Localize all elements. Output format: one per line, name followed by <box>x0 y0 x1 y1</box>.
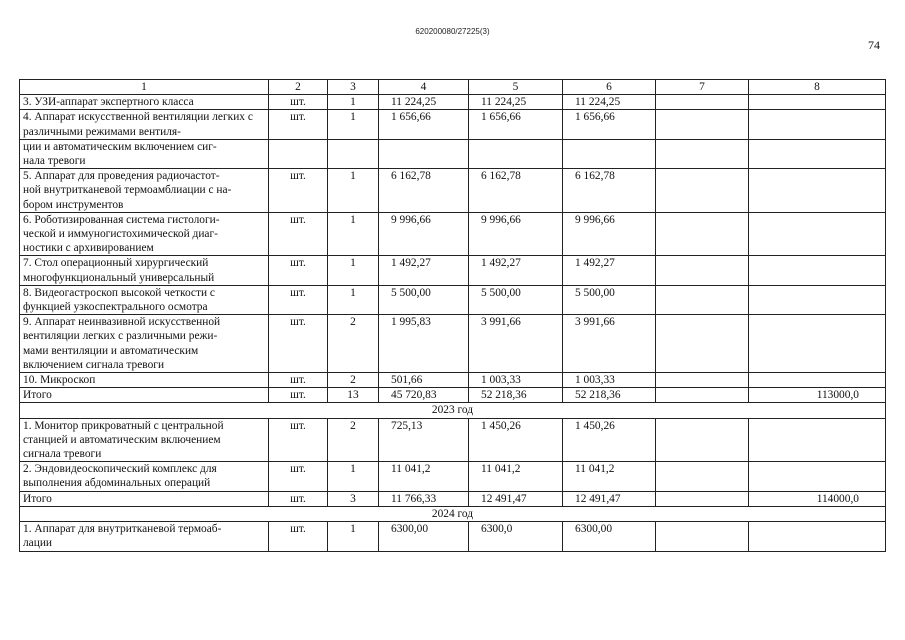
cell-c5: 12 491,47 <box>469 491 563 506</box>
cell-unit: шт. <box>269 285 328 314</box>
cell-c8 <box>749 522 886 551</box>
cell-qty: 2 <box>328 373 379 388</box>
cell-c6: 6300,00 <box>563 522 656 551</box>
column-header: 2 <box>269 80 328 95</box>
cell-c8: 114000,0 <box>749 491 886 506</box>
total-row <box>20 388 886 403</box>
table-body <box>20 80 886 552</box>
cell-c5: 9 996,66 <box>469 212 563 256</box>
table-row <box>20 373 886 388</box>
year-section-row <box>20 506 886 521</box>
column-header: 8 <box>749 80 886 95</box>
year-label: 2023 год <box>20 403 886 418</box>
cell-c8 <box>749 169 886 213</box>
cell-c6: 3 991,66 <box>563 315 656 373</box>
cell-c7 <box>656 95 749 110</box>
table-row <box>20 256 886 285</box>
cell-c5: 6 162,78 <box>469 169 563 213</box>
cell-qty: 2 <box>328 315 379 373</box>
cell-qty: 1 <box>328 256 379 285</box>
year-section-row <box>20 403 886 418</box>
cell-name: Итого <box>20 491 269 506</box>
cell-c6: 9 996,66 <box>563 212 656 256</box>
cell-c8 <box>749 285 886 314</box>
cell-qty: 3 <box>328 491 379 506</box>
cell-c4: 1 656,66 <box>379 110 469 139</box>
cell-c5: 52 218,36 <box>469 388 563 403</box>
cell-c7 <box>656 256 749 285</box>
cell-c8 <box>749 462 886 491</box>
cell-unit: шт. <box>269 212 328 256</box>
cell-c6: 11 041,2 <box>563 462 656 491</box>
column-header: 3 <box>328 80 379 95</box>
column-header: 6 <box>563 80 656 95</box>
cell-unit: шт. <box>269 169 328 213</box>
cell-c7 <box>656 491 749 506</box>
cell-name: 6. Роботизированная система гистологи- ческой и иммуногистохимической диаг- ностики с архивированием <box>20 212 269 256</box>
cell-unit: шт. <box>269 388 328 403</box>
table-row <box>20 139 886 168</box>
cell-c4: 11 224,25 <box>379 95 469 110</box>
cell-c5: 6300,0 <box>469 522 563 551</box>
cell-c8 <box>749 418 886 462</box>
cell-c7 <box>656 373 749 388</box>
cell-c6: 1 003,33 <box>563 373 656 388</box>
cell-name: 4. Аппарат искусственной вентиляции легких с различными режимами вентиля- <box>20 110 269 139</box>
cell-c8 <box>749 212 886 256</box>
cell-c7 <box>656 388 749 403</box>
cell-c4 <box>379 139 469 168</box>
cell-c8 <box>749 95 886 110</box>
cell-c6: 1 450,26 <box>563 418 656 462</box>
cell-name: 9. Аппарат неинвазивной искусственной вентиляции легких с различными режи- мами вентиляции и автоматическим включением сигнала тревоги <box>20 315 269 373</box>
page-number: 74 <box>868 38 880 52</box>
cell-unit: шт. <box>269 491 328 506</box>
cell-c4: 501,66 <box>379 373 469 388</box>
cell-c7 <box>656 110 749 139</box>
cell-c8: 113000,0 <box>749 388 886 403</box>
cell-name: ции и автоматическим включением сиг- нала тревоги <box>20 139 269 168</box>
table-row <box>20 522 886 551</box>
cell-c6: 1 492,27 <box>563 256 656 285</box>
cell-name: 3. УЗИ-аппарат экспертного класса <box>20 95 269 110</box>
total-row <box>20 491 886 506</box>
cell-name: 1. Монитор прикроватный с центральной станцией и автоматическим включением сигнала тревоги <box>20 418 269 462</box>
cell-c7 <box>656 212 749 256</box>
table-row <box>20 110 886 139</box>
table-row <box>20 95 886 110</box>
cell-c7 <box>656 522 749 551</box>
column-header: 7 <box>656 80 749 95</box>
cell-c7 <box>656 285 749 314</box>
cell-qty: 1 <box>328 212 379 256</box>
column-header: 4 <box>379 80 469 95</box>
cell-c8 <box>749 139 886 168</box>
cell-c5: 1 450,26 <box>469 418 563 462</box>
cell-c4: 1 492,27 <box>379 256 469 285</box>
cell-c6: 11 224,25 <box>563 95 656 110</box>
table-row <box>20 418 886 462</box>
document-id: 620200080/27225(3) <box>415 27 490 36</box>
cell-name: 7. Стол операционный хирургический многофункциональный универсальный <box>20 256 269 285</box>
cell-unit: шт. <box>269 462 328 491</box>
cell-name: 2. Эндовидеоскопический комплекс для выполнения абдоминальных операций <box>20 462 269 491</box>
cell-c5: 11 041,2 <box>469 462 563 491</box>
table-row <box>20 169 886 213</box>
cell-c7 <box>656 169 749 213</box>
cell-name: Итого <box>20 388 269 403</box>
cell-c6 <box>563 139 656 168</box>
cell-c7 <box>656 418 749 462</box>
cell-c4: 725,13 <box>379 418 469 462</box>
cell-c6: 1 656,66 <box>563 110 656 139</box>
cell-c8 <box>749 110 886 139</box>
cell-unit <box>269 139 328 168</box>
cell-name: 1. Аппарат для внутритканевой термоаб- лации <box>20 522 269 551</box>
cell-c4: 1 995,83 <box>379 315 469 373</box>
cell-c5: 3 991,66 <box>469 315 563 373</box>
cell-name: 10. Микроскоп <box>20 373 269 388</box>
cell-c6: 5 500,00 <box>563 285 656 314</box>
cell-c4: 45 720,83 <box>379 388 469 403</box>
cell-unit: шт. <box>269 418 328 462</box>
cell-c4: 11 766,33 <box>379 491 469 506</box>
cell-c7 <box>656 139 749 168</box>
cell-unit: шт. <box>269 256 328 285</box>
cell-qty: 13 <box>328 388 379 403</box>
cell-unit: шт. <box>269 373 328 388</box>
cell-c4: 11 041,2 <box>379 462 469 491</box>
table-row <box>20 462 886 491</box>
cell-c5: 1 492,27 <box>469 256 563 285</box>
table-header-row <box>20 80 886 95</box>
cell-unit: шт. <box>269 110 328 139</box>
cell-c4: 6300,00 <box>379 522 469 551</box>
cell-c5 <box>469 139 563 168</box>
cell-c6: 52 218,36 <box>563 388 656 403</box>
cell-c7 <box>656 315 749 373</box>
cell-qty: 1 <box>328 462 379 491</box>
table-row <box>20 315 886 373</box>
cell-c8 <box>749 373 886 388</box>
cell-c5: 11 224,25 <box>469 95 563 110</box>
table-row <box>20 212 886 256</box>
cell-c4: 5 500,00 <box>379 285 469 314</box>
cell-unit: шт. <box>269 522 328 551</box>
cell-name: 5. Аппарат для проведения радиочастот- ной внутритканевой термоамблиации с на- бором инструментов <box>20 169 269 213</box>
cell-qty: 1 <box>328 110 379 139</box>
cell-c4: 6 162,78 <box>379 169 469 213</box>
cell-qty: 1 <box>328 522 379 551</box>
cell-c5: 5 500,00 <box>469 285 563 314</box>
cell-unit: шт. <box>269 315 328 373</box>
cell-qty: 1 <box>328 95 379 110</box>
cell-c4: 9 996,66 <box>379 212 469 256</box>
cell-c5: 1 003,33 <box>469 373 563 388</box>
cell-c8 <box>749 315 886 373</box>
cell-c6: 6 162,78 <box>563 169 656 213</box>
cell-c8 <box>749 256 886 285</box>
cell-qty: 1 <box>328 285 379 314</box>
year-label: 2024 год <box>20 506 886 521</box>
cell-c7 <box>656 462 749 491</box>
column-header: 1 <box>20 80 269 95</box>
cell-qty <box>328 139 379 168</box>
table-row <box>20 285 886 314</box>
cell-c5: 1 656,66 <box>469 110 563 139</box>
cell-name: 8. Видеогастроскоп высокой четкости с функцией узкоспектрального осмотра <box>20 285 269 314</box>
cell-c6: 12 491,47 <box>563 491 656 506</box>
cell-unit: шт. <box>269 95 328 110</box>
cell-qty: 1 <box>328 169 379 213</box>
equipment-table <box>19 79 886 552</box>
column-header: 5 <box>469 80 563 95</box>
cell-qty: 2 <box>328 418 379 462</box>
